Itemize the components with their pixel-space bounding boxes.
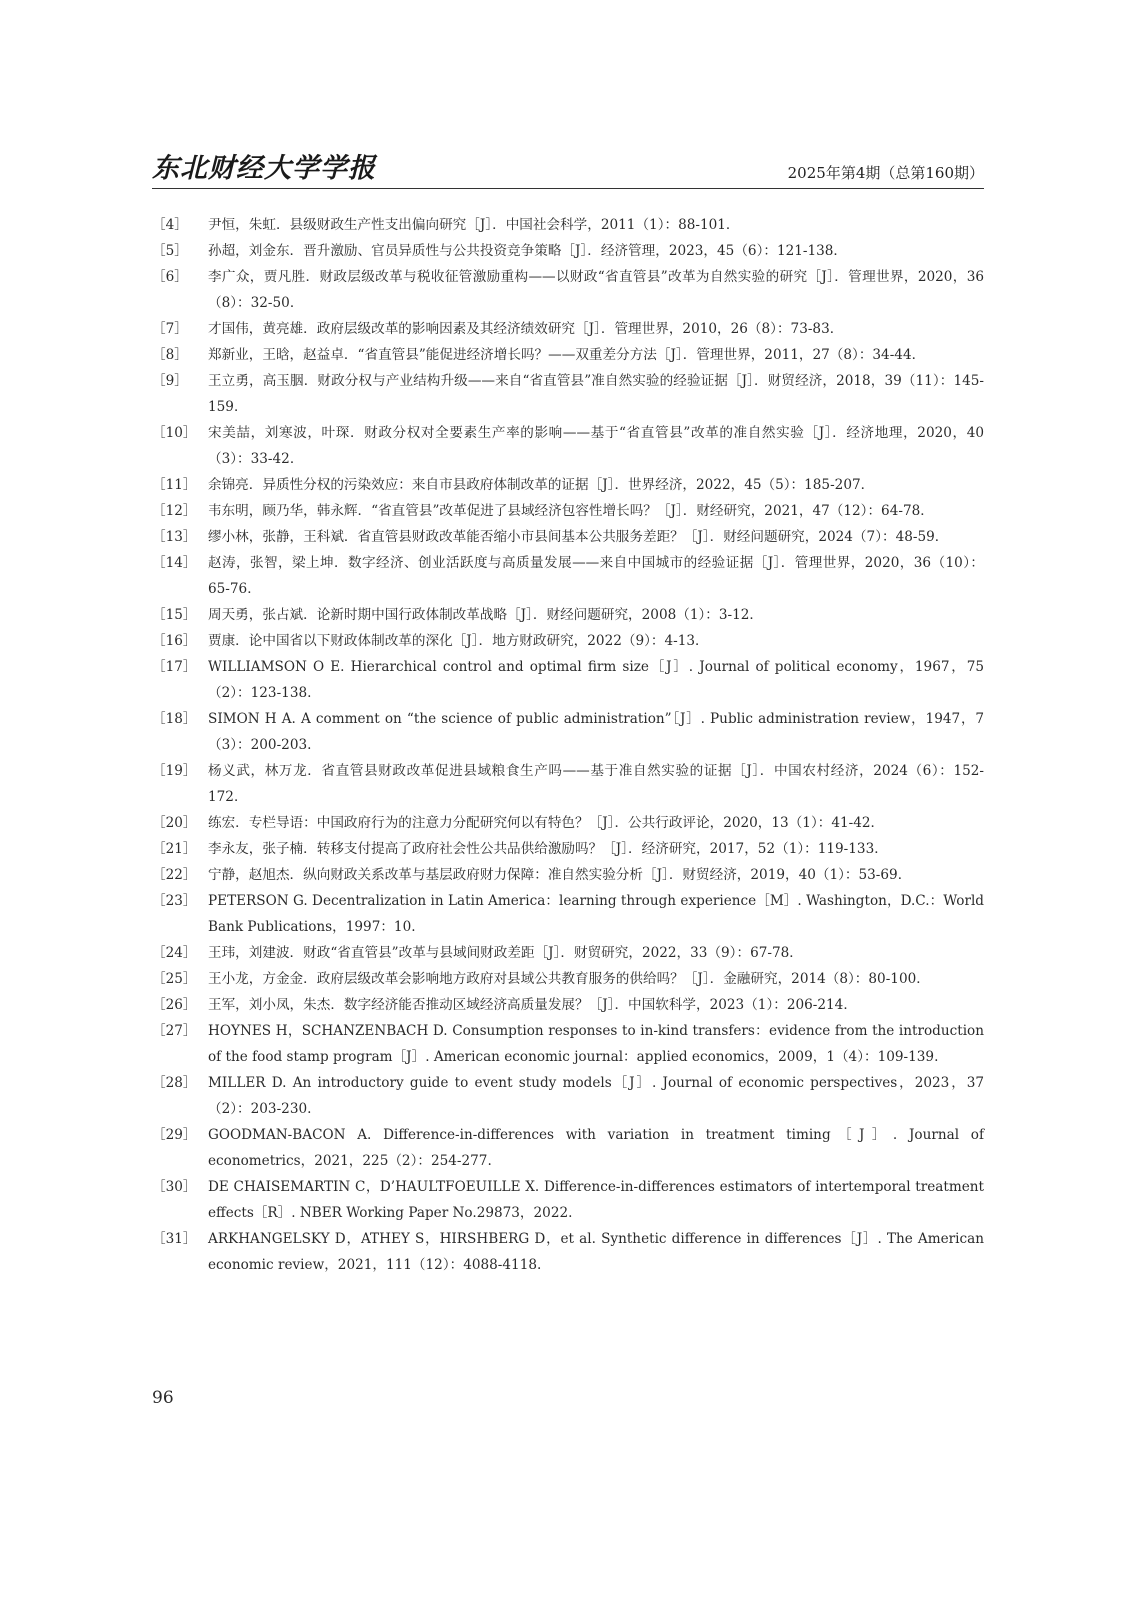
- reference-number: ［8］: [152, 347, 188, 363]
- reference-item: [152, 888, 984, 940]
- journal-name: 东北财经大学学报: [152, 153, 376, 184]
- reference-item: [152, 420, 984, 472]
- reference-text: SIMON H A. A comment on “the science of public administration”［J］. Public administration review，1947，7（3）：200-203.: [208, 711, 984, 753]
- reference-item: [152, 992, 984, 1018]
- reference-number: ［30］: [152, 1179, 197, 1195]
- reference-item: [152, 1018, 984, 1070]
- reference-number: ［28］: [152, 1075, 197, 1091]
- reference-number: ［18］: [152, 711, 197, 727]
- reference-number: ［21］: [152, 841, 197, 857]
- reference-number: ［14］: [152, 555, 197, 571]
- reference-number: ［5］: [152, 243, 188, 259]
- reference-item: [152, 628, 984, 654]
- reference-item: [152, 212, 984, 238]
- reference-number: ［22］: [152, 867, 197, 883]
- reference-text: 赵涛，张智，梁上坤．数字经济、创业活跃度与高质量发展——来自中国城市的经验证据［J］．管理世界，2020，36（10）：65-76．: [208, 555, 984, 597]
- reference-text: 尹恒，朱虹．县级财政生产性支出偏向研究［J］．中国社会科学，2011（1）：88-101．: [208, 217, 740, 233]
- page-header: [152, 146, 984, 192]
- reference-number: ［31］: [152, 1231, 197, 1247]
- reference-text: MILLER D. An introductory guide to event study models［J］. Journal of economic perspectives，2023，37（2）：203-230.: [208, 1075, 984, 1117]
- reference-text: PETERSON G. Decentralization in Latin America：learning through experience［M］. Washington，D.C.：World Bank Publications，1997：10.: [208, 893, 984, 935]
- reference-item: [152, 498, 984, 524]
- reference-text: 练宏．专栏导语：中国政府行为的注意力分配研究何以有特色？［J］．公共行政评论，2020，13（1）：41-42．: [208, 815, 885, 831]
- reference-text: 才国伟，黄亮雄．政府层级改革的影响因素及其经济绩效研究［J］．管理世界，2010，26（8）：73-83．: [208, 321, 844, 337]
- reference-number: ［7］: [152, 321, 188, 337]
- reference-item: [152, 316, 984, 342]
- reference-text: WILLIAMSON O E. Hierarchical control and optimal firm size［J］. Journal of political economy，1967，75（2）：123-138.: [208, 659, 984, 701]
- reference-text: 韦东明，顾乃华，韩永辉．“省直管县”改革促进了县域经济包容性增长吗？［J］．财经研究，2021，47（12）：64-78．: [208, 503, 934, 519]
- reference-number: ［9］: [152, 373, 188, 389]
- page-number: 96: [152, 1388, 174, 1408]
- reference-text: ARKHANGELSKY D，ATHEY S，HIRSHBERG D，et al. Synthetic difference in differences［J］. The American economic review，2021，111（12）：4088-4118.: [208, 1231, 984, 1273]
- reference-item: [152, 862, 984, 888]
- reference-number: ［23］: [152, 893, 197, 909]
- reference-item: [152, 550, 984, 602]
- reference-text: DE CHAISEMARTIN C，D’HAULTFOEUILLE X. Difference-in-differences estimators of intertemporal treatment effects［R］. NBER Working Paper No.29873，2022.: [208, 1179, 984, 1221]
- reference-text: 缪小林，张静，王科斌．省直管县财政改革能否缩小市县间基本公共服务差距？［J］．财经问题研究，2024（7）：48-59．: [208, 529, 949, 545]
- reference-item: [152, 1122, 984, 1174]
- reference-item: [152, 758, 984, 810]
- reference-item: [152, 342, 984, 368]
- reference-number: ［17］: [152, 659, 197, 675]
- reference-number: ［24］: [152, 945, 197, 961]
- reference-item: [152, 264, 984, 316]
- reference-item: [152, 472, 984, 498]
- reference-text: 王军，刘小凤，朱杰．数字经济能否推动区域经济高质量发展？［J］．中国软科学，2023（1）：206-214．: [208, 997, 857, 1013]
- reference-item: [152, 940, 984, 966]
- reference-item: [152, 1174, 984, 1226]
- reference-text: 宋美喆，刘寒波，叶琛．财政分权对全要素生产率的影响——基于“省直管县”改革的准自然实验［J］．经济地理，2020，40（3）：33-42．: [208, 425, 984, 467]
- reference-text: 余锦亮．异质性分权的污染效应：来自市县政府体制改革的证据［J］．世界经济，2022，45（5）：185-207．: [208, 477, 875, 493]
- reference-text: 王小龙，方金金．政府层级改革会影响地方政府对县域公共教育服务的供给吗？［J］．金融研究，2014（8）：80-100．: [208, 971, 930, 987]
- reference-text: GOODMAN-BACON A. Difference-in-differences with variation in treatment timing［J］. Journal of econometrics，2021，225（2）：254-277.: [208, 1127, 984, 1169]
- reference-item: [152, 836, 984, 862]
- reference-item: [152, 368, 984, 420]
- reference-number: ［12］: [152, 503, 197, 519]
- reference-number: ［26］: [152, 997, 197, 1013]
- reference-number: ［15］: [152, 607, 197, 623]
- reference-text: 贾康．论中国省以下财政体制改革的深化［J］．地方财政研究，2022（9）：4-13．: [208, 633, 709, 649]
- reference-text: 宁静，赵旭杰．纵向财政关系改革与基层政府财力保障：准自然实验分析［J］．财贸经济，2019，40（1）：53-69．: [208, 867, 912, 883]
- reference-text: 王立勇，高玉胭．财政分权与产业结构升级——来自“省直管县”准自然实验的经验证据［J］．财贸经济，2018，39（11）：145-159．: [208, 373, 984, 415]
- issue-number: 2025年第4期（总第160期）: [787, 164, 984, 182]
- reference-number: ［6］: [152, 269, 188, 285]
- reference-item: [152, 654, 984, 706]
- reference-item: [152, 524, 984, 550]
- reference-number: ［10］: [152, 425, 197, 441]
- header-rule: [152, 188, 984, 189]
- reference-number: ［19］: [152, 763, 197, 779]
- reference-text: 杨义武，林万龙．省直管县财政改革促进县域粮食生产吗——基于准自然实验的证据［J］．中国农村经济，2024（6）：152-172．: [208, 763, 984, 805]
- reference-text: 李永友，张子楠．转移支付提高了政府社会性公共品供给激励吗？［J］．经济研究，2017，52（1）：119-133．: [208, 841, 888, 857]
- reference-number: ［29］: [152, 1127, 197, 1143]
- reference-item: [152, 810, 984, 836]
- reference-number: ［27］: [152, 1023, 197, 1039]
- reference-item: [152, 238, 984, 264]
- reference-list: [152, 212, 984, 1278]
- reference-text: 周天勇，张占斌．论新时期中国行政体制改革战略［J］．财经问题研究，2008（1）：3-12．: [208, 607, 764, 623]
- reference-item: [152, 966, 984, 992]
- reference-text: HOYNES H，SCHANZENBACH D. Consumption responses to in-kind transfers：evidence from the introduction of the food stamp program［J］. American economic journal：applied economics，2009，1（4）：109-139.: [208, 1023, 984, 1065]
- reference-number: ［11］: [152, 477, 197, 493]
- reference-number: ［4］: [152, 217, 188, 233]
- reference-text: 郑新业，王晗，赵益卓．“省直管县”能促进经济增长吗？——双重差分方法［J］．管理世界，2011，27（8）：34-44．: [208, 347, 926, 363]
- reference-number: ［13］: [152, 529, 197, 545]
- reference-text: 李广众，贾凡胜．财政层级改革与税收征管激励重构——以财政“省直管县”改革为自然实验的研究［J］．管理世界，2020，36（8）：32-50．: [208, 269, 984, 311]
- reference-item: [152, 1226, 984, 1278]
- reference-number: ［25］: [152, 971, 197, 987]
- reference-text: 孙超，刘金东．晋升激励、官员异质性与公共投资竞争策略［J］．经济管理，2023，45（6）：121-138．: [208, 243, 848, 259]
- reference-number: ［16］: [152, 633, 197, 649]
- reference-item: [152, 602, 984, 628]
- reference-item: [152, 1070, 984, 1122]
- reference-number: ［20］: [152, 815, 197, 831]
- reference-text: 王玮，刘建波．财政“省直管县”改革与县域间财政差距［J］．财贸研究，2022，33（9）：67-78．: [208, 945, 803, 961]
- reference-item: [152, 706, 984, 758]
